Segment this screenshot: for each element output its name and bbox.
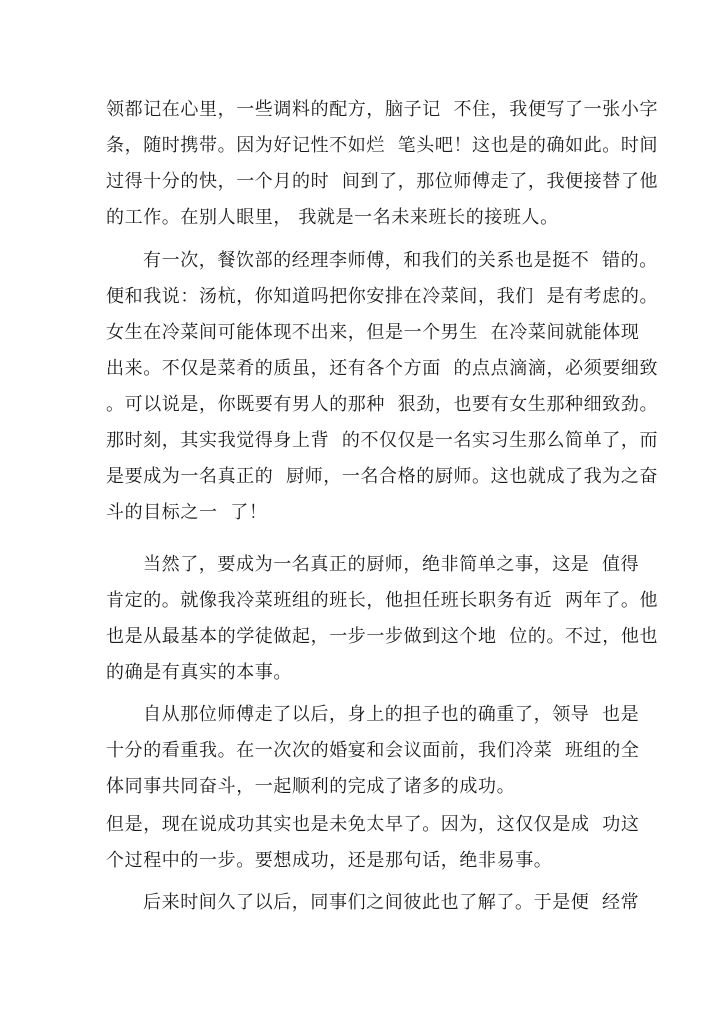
text-line: 过得十分的快，一个月的时 间到了，那位师傅走了，我便接替了他 [106,171,659,192]
text-line: 的工作。在别人眼里， 我就是一名未来班长的接班人。 [106,207,559,228]
text-line: 但是，现在说成功其实也是未免太早了。因为，这仅仅是成 功这 [106,814,640,835]
text-line: 女生在冷菜间可能体现不出来，但是一个男生 在冷菜间就能体现 [106,322,640,343]
text-line: 当然了，要成为一名真正的厨师，绝非简单之事，这是 值得 [143,554,640,575]
text-line: 个过程中的一步。要想成功，还是那句话，绝非易事。 [106,850,553,871]
text-line: 出来。不仅是菜肴的质虽，还有各个方面 的点点滴滴，必须要细致 [106,358,659,379]
text-line: 领都记在心里，一些调料的配方，脑子记 不住，我便写了一张小字 [106,99,659,120]
text-line: 便和我说：汤杭，你知道吗把你安排在冷菜间，我们 是有考虑的。 [106,286,659,307]
text-line: 后来时间久了以后，同事们之间彼此也了解了。于是便 经常 [143,892,640,913]
text-line: 有一次，餐饮部的经理李师傅，和我们的关系也是挺不 错的。 [143,250,658,271]
text-line: 的确是有真实的本事。 [106,662,292,683]
text-line: 体同事共同奋斗，一起顺利的完成了诸多的成功。 [106,776,516,797]
text-line: 自从那位师傅走了以后，身上的担子也的确重了，领导 也是 [143,704,640,725]
text-line: 。可以说是，你既要有男人的那种 狠劲，也要有女生那种细致劲。 [106,394,659,415]
text-line: 条，随时携带。因为好记性不如烂 笔头吧！这也是的确如此。时间 [106,135,659,156]
text-line: 是要成为一名真正的 厨师，一名合格的厨师。这也就成了我为之奋 [106,466,659,487]
text-line: 斗的目标之一 了！ [106,502,268,523]
text-line: 也是从最基本的学徒做起，一步一步做到这个地 位的。不过，他也 [106,626,659,647]
text-line: 肯定的。就像我冷菜班组的班长，他担任班长职务有近 两年了。他 [106,590,659,611]
text-line: 那时刻，其实我觉得身上背 的不仅仅是一名实习生那么简单了，而 [106,430,659,451]
text-line: 十分的看重我。在一次次的婚宴和会议面前，我们冷菜 班组的全 [106,740,640,761]
